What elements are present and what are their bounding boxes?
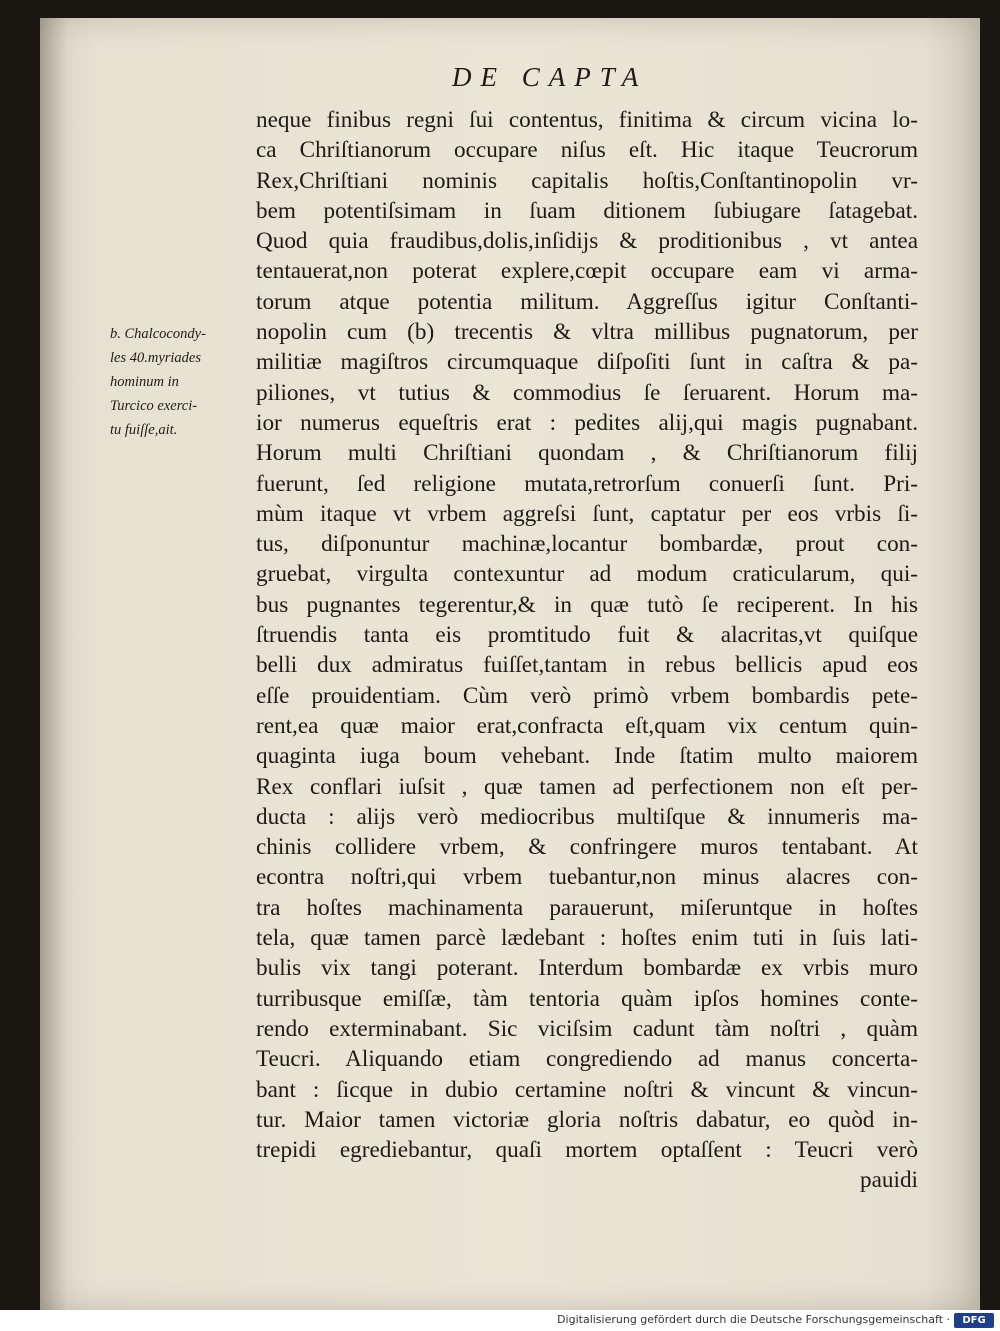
text-line: neque finibus regni ſui contentus, finitima & circum vicina lo- — [256, 107, 918, 133]
text-line: Rex conflari iuſsit , quæ tamen ad perfectionem non eſt per- — [256, 773, 918, 800]
text-line: fuerunt, ſed religione mutata,retrorſum conuerſi ſunt. Pri- — [256, 470, 918, 497]
marginal-note — [110, 322, 255, 442]
text-line: gruebat, virgulta contexuntur ad modum craticularum, qui- — [256, 561, 918, 588]
text-line: mùm itaque vt vrbem aggreſsi ſunt, captatur per eos vrbis ſi- — [256, 500, 918, 527]
marginal-note-line: Turcico exerci- — [110, 398, 198, 414]
text-line: bant : ſicque in dubio certamine noſtri & vincunt & vincun- — [256, 1076, 918, 1103]
dfg-logo: DFG — [954, 1313, 994, 1328]
page-fold-shadow — [40, 18, 68, 1310]
text-line: Teucri. Aliquando etiam congrediendo ad manus concerta- — [256, 1046, 918, 1073]
marginal-note-line: hominum in — [110, 374, 179, 390]
text-line: Horum multi Chriſtiani quondam , & Chriſtianorum filij — [256, 440, 918, 467]
text-line: torum atque potentia militum. Aggreſſus igitur Conſtanti- — [256, 288, 918, 315]
text-line: belli dux admiratus fuiſſet,tantam in rebus bellicis apud eos — [256, 652, 918, 679]
text-line: eſſe prouidentiam. Cùm verò primò vrbem bombardis pete- — [256, 682, 918, 709]
text-line: tra hoſtes machinamenta parauerunt, miſeruntque in hoſtes — [256, 894, 918, 921]
text-line: rendo exterminabant. Sic viciſsim cadunt tàm noſtri , quàm — [256, 1015, 918, 1042]
text-line: turribusque emiſſæ, tàm tentoria quàm ipſos homines conte- — [256, 985, 918, 1012]
text-line: pauidi — [860, 1167, 918, 1194]
text-line: piliones, vt tutius & commodius ſe ſeruarent. Horum ma- — [256, 379, 918, 406]
marginal-note-line: tu fuiſſe,ait. — [110, 422, 178, 438]
text-line: Rex,Chriſtiani nominis capitalis hoſtis,Conſtantinopolin vr- — [256, 167, 918, 194]
text-line: ca Chriſtianorum occupare niſus eſt. Hic itaque Teucrorum — [256, 137, 918, 164]
marginal-note-line: b. Chalcocondy- — [110, 326, 206, 342]
text-line: bulis vix tangi poterant. Interdum bombardæ ex vrbis muro — [256, 955, 918, 982]
footer-bar — [0, 1310, 1000, 1331]
text-line: ior numerus equeſtris erat : pedites alij,qui magis pugnabant. — [256, 409, 918, 436]
text-line: tus, diſponuntur machinæ,locantur bombardæ, prout con- — [256, 531, 918, 558]
running-head: DE CAPTA — [452, 62, 648, 92]
text-line: quaginta iuga boum vehebant. Inde ſtatim multo maiorem — [256, 743, 918, 770]
text-line: tur. Maior tamen victoriæ gloria noſtris dabatur, eo quòd in- — [256, 1106, 918, 1133]
footer-credit: Digitalisierung gefördert durch die Deutsche Forschungsgemeinschaft · — [557, 1313, 950, 1326]
text-line: ducta : alijs verò mediocribus multiſque & innumeris ma- — [256, 803, 918, 830]
marginal-note-line: les 40.myriades — [110, 350, 202, 366]
text-line: Quod quia fraudibus,dolis,inſidijs & proditionibus , vt antea — [256, 228, 918, 255]
text-line: econtra noſtri,qui vrbem tuebantur,non minus alacres con- — [256, 864, 918, 891]
text-line: bem potentiſsimam in ſuam ditionem ſubiugare ſatagebat. — [256, 197, 918, 224]
text-line: militiæ magiſtros circumquaque diſpoſiti ſunt in caſtra & pa- — [256, 349, 918, 376]
text-line: nopolin cum (b) trecentis & vltra millibus pugnatorum, per — [256, 319, 918, 346]
text-line: rent,ea quæ maior erat,confracta eſt,quam vix centum quin- — [256, 712, 918, 739]
text-line: bus pugnantes tegerentur,& in quæ tutò ſe reciperent. In his — [256, 591, 918, 618]
text-line: tentauerat,non poterat explere,cœpit occupare eam vi arma- — [256, 258, 918, 285]
text-line: tela, quæ tamen parcè lædebant : hoſtes enim tuti in ſuis lati- — [256, 925, 918, 952]
body-text — [256, 105, 918, 1196]
text-line: trepidi egrediebantur, quaſi mortem optaſſent : Teucri verò — [256, 1137, 918, 1164]
text-line: chinis collidere vrbem, & confringere muros tentabant. At — [256, 834, 918, 861]
text-line: ſtruendis tanta eis promtitudo fuit & alacritas,vt quiſque — [256, 622, 918, 649]
